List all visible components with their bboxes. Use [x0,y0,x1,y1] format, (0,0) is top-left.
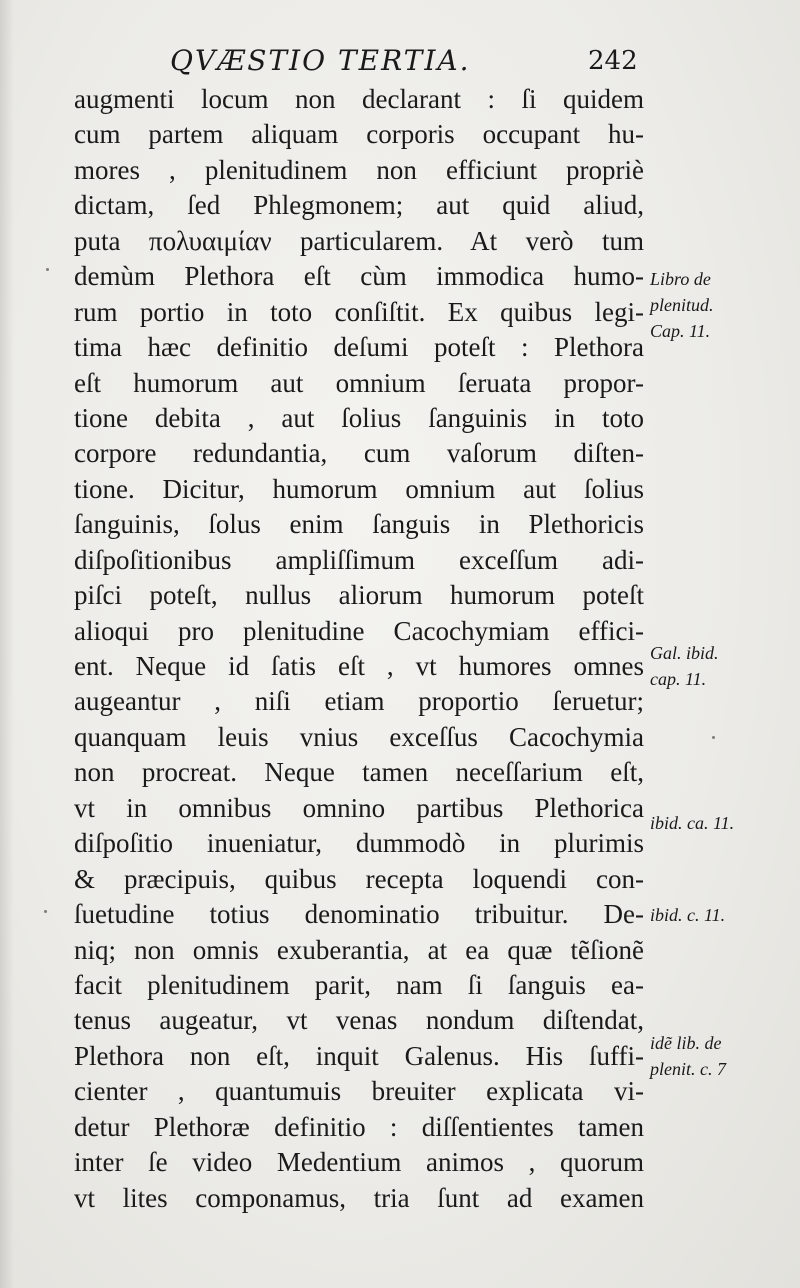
margin-note-line: ibid. c. 11. [650,905,726,925]
margin-note-line: Libro de [650,269,711,289]
margin-note-ibid-ca [650,810,790,836]
text-line: demùm Plethora eſt cùm immodica humo- [74,261,644,292]
text-line: non procreat. Neque tamen neceſſarium eſt, [74,757,644,788]
text-line: corpore redundantia, cum vaſorum diſten- [74,438,644,469]
margin-note-line: plenit. c. 7 [650,1059,726,1079]
text-line: puta πολυαιμίαν particularem. At verò tum [74,225,644,256]
text-line: tione. Dicitur, humorum omnium aut ſolius [74,473,644,504]
text-line: detur Plethoræ definitio : diſſentientes tamen [74,1111,644,1142]
main-text-block [74,82,644,1216]
text-line: cienter , quantumuis breuiter explicata vi- [74,1076,644,1107]
text-line: rum portio in toto conſiſtit. Ex quibus legi- [74,296,644,327]
margin-note-line: cap. 11. [650,669,707,689]
margin-note-line: plenitud. [650,295,714,315]
text-line: augmenti locum non declarant : ſi quidem [74,84,644,114]
margin-note-libro-de-plenitud [650,266,790,344]
text-line: tenus augeatur, vt venas nondum diſtendat, [74,1005,644,1036]
text-line: cum partem aliquam corporis occupant hu- [74,119,644,150]
text-line: & præcipuis, quibus recepta loquendi con- [74,863,644,894]
text-line: alioqui pro plenitudine Cacochymiam effici- [74,615,644,646]
running-title: QVÆSTIO TERTIA. [170,44,471,77]
margin-note-line: ibid. ca. 11. [650,813,735,833]
text-line: vt lites componamus, tria ſunt ad examen [74,1182,644,1213]
page-number: 242 [588,46,638,76]
text-line: mores , plenitudinem non efficiunt propriè [74,154,644,185]
text-line: tione debita , aut ſolius ſanguinis in toto [74,402,644,433]
text-line: tima hæc definitio deſumi poteſt : Plethora [74,332,644,363]
spine-shadow [0,0,14,1288]
text-line: facit plenitudinem parit, nam ſi ſanguis ea- [74,969,644,1000]
margin-note-line: Cap. 11. [650,321,711,341]
text-line: diſpoſitio inueniatur, dummodò in plurimis [74,828,644,859]
margin-note-ibid-c [650,902,790,928]
text-line: ſanguinis, ſolus enim ſanguis in Plethoricis [74,509,644,540]
text-line: dictam, ſed Phlegmonem; aut quid aliud, [74,190,644,221]
margin-note-gal-ibid [650,640,790,692]
text-line: eſt humorum aut omnium ſeruata propor- [74,367,644,398]
margin-note-line: Gal. ibid. [650,643,719,663]
text-line: Plethora non eſt, inquit Galenus. His ſuffi- [74,1040,644,1071]
text-line: quanquam leuis vnius exceſſus Cacochymia [74,721,644,752]
text-line: diſpoſitionibus ampliſſimum exceſſum adi- [74,544,644,575]
margin-note-ide-lib-de-plenit [650,1030,790,1082]
paper-speck [44,910,47,913]
text-line: ent. Neque id ſatis eſt , vt humores omnes [74,651,644,681]
paper-speck [46,268,49,271]
text-line: piſci poteſt, nullus aliorum humorum poteſt [74,580,644,611]
text-line: ſuetudine totius denominatio tribuitur. De- [74,899,644,930]
text-line: inter ſe video Medentium animos , quorum [74,1147,644,1178]
text-line: niq; non omnis exuberantia, at ea quæ tẽſionẽ [74,934,644,965]
margin-note-line: idẽ lib. de [650,1033,722,1053]
text-line: vt in omnibus omnino partibus Plethorica [74,792,644,823]
text-line: augeantur , niſi etiam proportio ſeruetur; [74,686,644,717]
paper-speck [712,736,715,739]
